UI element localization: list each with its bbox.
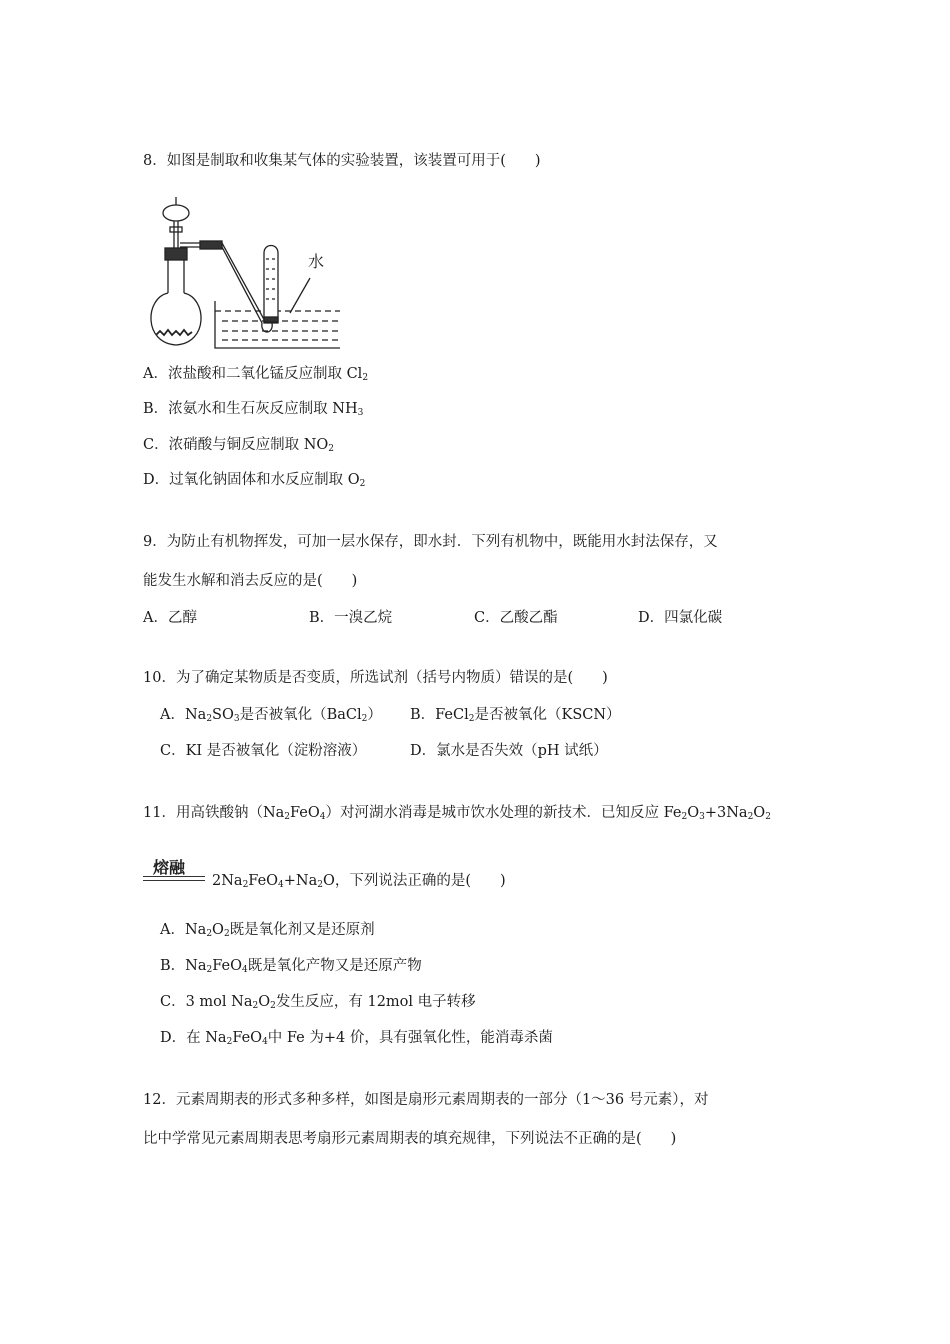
q8-option-c: C．浓硝酸与铜反应制取 $NO_2$	[143, 437, 335, 454]
q10-option-c: C．KI 是否被氧化（淀粉溶液）	[160, 743, 367, 759]
q11-option-c: C．3 mol $Na_2O_2$发生反应，有 12mol 电子转移	[160, 994, 476, 1011]
q9-option-d: D．四氯化碳	[638, 610, 723, 626]
q9-option-c: C．乙酸乙酯	[474, 610, 558, 626]
q11-equation-products: $2Na_2FeO_4+Na_2O$，下列说法正确的是( )	[212, 873, 506, 890]
q11-option-d: D．在 $Na_2FeO_4$中 Fe 为+4 价，具有强氧化性，能消毒杀菌	[160, 1030, 553, 1047]
q10-stem: 10．为了确定某物质是否变质，所选试剂（括号内物质）错误的是( )	[143, 670, 608, 686]
q8-stem: 8．如图是制取和收集某气体的实验装置，该装置可用于( )	[143, 153, 541, 169]
q8-option-b: B．浓氨水和生石灰反应制取 $NH_3$	[143, 401, 364, 418]
q9-option-b: B．一溴乙烷	[309, 610, 393, 626]
condition-label: 熔融	[153, 858, 186, 877]
q9-stem-line1: 9．为防止有机物挥发，可加一层水保存，即水封．下列有机物中，既能用水封法保存，又	[143, 534, 718, 550]
q11-option-b: B．$Na_2FeO_4$既是氧化产物又是还原产物	[160, 958, 422, 975]
q12-stem-line2: 比中学常见元素周期表思考扇形元素周期表的填充规律，下列说法不正确的是( )	[143, 1131, 677, 1147]
q12-stem-line1: 12．元素周期表的形式多种多样，如图是扇形元素周期表的一部分（1～36 号元素），对	[143, 1092, 709, 1108]
gas-apparatus-figure	[140, 193, 340, 353]
q10-option-d: D．氯水是否失效（pH 试纸）	[410, 743, 608, 759]
water-label: 水	[308, 252, 325, 271]
q10-option-a: A．$Na_2SO_3$是否被氧化（BaCl$_2$）	[160, 707, 382, 724]
q11-stem: 11．用高铁酸钠$(Na_2FeO_4)$对河湖水消毒是城市饮水处理的新技术．已知反应 $Fe_2O_3+3Na_2O_2$	[143, 805, 771, 822]
q8-option-d: D．过氧化钠固体和水反应制取 $O_2$	[143, 472, 366, 489]
q10-option-b: B．FeCl$_2$是否被氧化（KSCN）	[410, 707, 621, 724]
q9-option-a: A．乙醇	[143, 610, 197, 626]
q9-stem-line2: 能发生水解和消去反应的是( )	[143, 573, 358, 589]
reaction-condition-arrow	[143, 857, 205, 887]
q8-option-a: A．浓盐酸和二氧化锰反应制取 $Cl_2$	[143, 366, 369, 383]
q11-option-a: A．$Na_2O_2$既是氧化剂又是还原剂	[160, 922, 375, 939]
